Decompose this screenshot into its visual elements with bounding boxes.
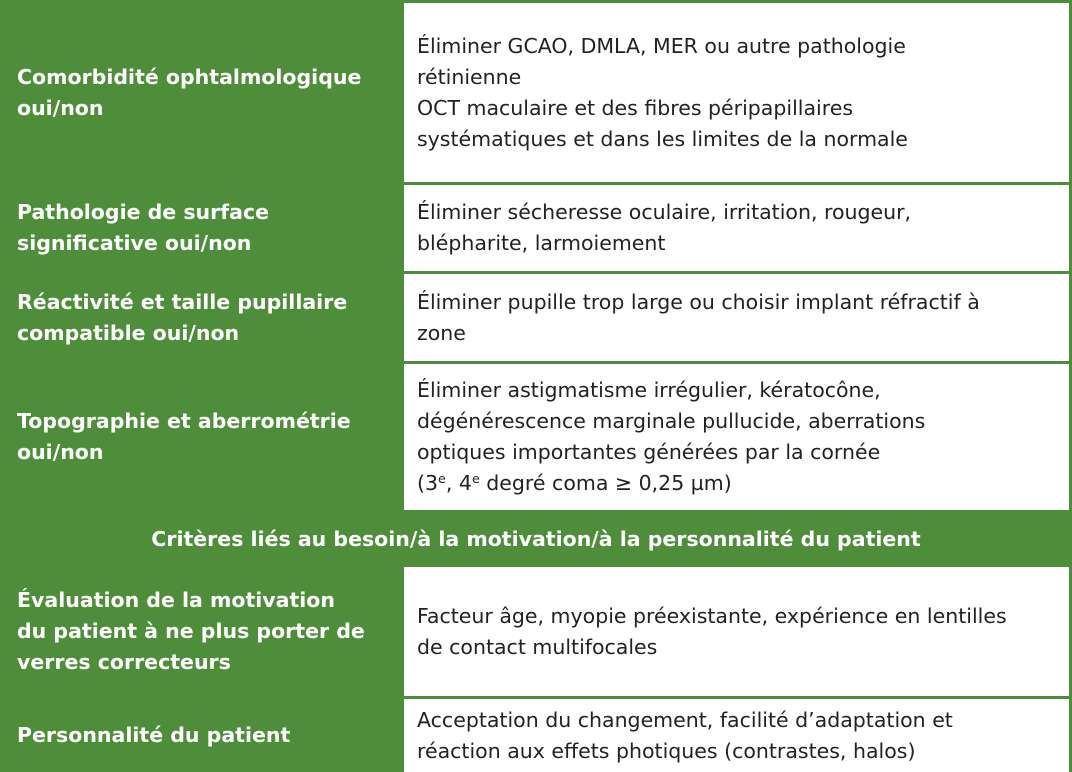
description-line: zone bbox=[417, 320, 466, 345]
coma-open: (3 bbox=[417, 471, 439, 495]
table-row bbox=[0, 567, 1072, 696]
description-line bbox=[417, 468, 1059, 499]
criterion-label-text: Réactivité et taille pupillaire compatible oui/non bbox=[17, 289, 348, 345]
description-line: de contact multifocales bbox=[417, 634, 658, 659]
criterion-description bbox=[404, 185, 1069, 271]
section-header bbox=[0, 510, 1072, 567]
criterion-label bbox=[0, 699, 400, 772]
ordinal-sup: e bbox=[471, 471, 480, 487]
criterion-description bbox=[404, 3, 1069, 182]
description-line: réaction aux effets photiques (contrastes, halos) bbox=[417, 738, 916, 763]
criterion-description bbox=[404, 567, 1069, 696]
description-line: Facteur âge, myopie préexistante, expérience en lentilles bbox=[417, 603, 1007, 628]
criterion-description bbox=[404, 274, 1069, 361]
coma-rest: degré coma ≥ 0,25 µm) bbox=[479, 471, 732, 495]
table-row bbox=[0, 185, 1072, 271]
criterion-label bbox=[0, 3, 400, 182]
description-line: Éliminer sécheresse oculaire, irritation, rougeur, bbox=[417, 200, 912, 224]
description-line: Éliminer pupille trop large ou choisir implant réfractif à bbox=[417, 289, 980, 314]
criterion-label bbox=[0, 185, 400, 271]
description-line: dégénérescence marginale pullucide, aberrations bbox=[417, 409, 926, 433]
description-line: blépharite, larmoiement bbox=[417, 231, 666, 255]
table-row bbox=[0, 699, 1072, 772]
section-header-text: Critères liés au besoin/à la motivation/à la personnalité du patient bbox=[151, 526, 921, 551]
criterion-label bbox=[0, 567, 400, 696]
description-line: optiques importantes générées par la cornée bbox=[417, 440, 881, 464]
description-line: rétinienne bbox=[417, 64, 522, 89]
description-line: systématiques et dans les limites de la normale bbox=[417, 126, 908, 151]
criterion-label bbox=[0, 364, 400, 510]
description-line: Éliminer astigmatisme irrégulier, kératocône, bbox=[417, 378, 881, 402]
criterion-description bbox=[404, 699, 1069, 772]
criterion-label-text: Comorbidité ophtalmologique oui/non bbox=[17, 64, 362, 120]
criterion-label bbox=[0, 274, 400, 361]
description-line: Éliminer GCAO, DMLA, MER ou autre pathologie bbox=[417, 33, 906, 58]
ordinal-sup: e bbox=[438, 471, 446, 487]
table-row bbox=[0, 364, 1072, 510]
criterion-label-text: Évaluation de la motivation du patient à ne plus porter de verres correcteurs bbox=[17, 588, 365, 674]
criterion-description bbox=[404, 364, 1069, 510]
description-line: OCT maculaire et des fibres péripapillaires bbox=[417, 95, 853, 120]
description-line: Acceptation du changement, facilité d’adaptation et bbox=[417, 707, 953, 732]
coma-mid: , 4 bbox=[445, 471, 472, 495]
criterion-label-text: Pathologie de surface significative oui/non bbox=[17, 200, 270, 255]
criterion-label-text: Topographie et aberrométrie oui/non bbox=[17, 409, 351, 464]
criterion-label-text: Personnalité du patient bbox=[17, 723, 291, 747]
table-row bbox=[0, 3, 1072, 182]
table-row bbox=[0, 274, 1072, 361]
